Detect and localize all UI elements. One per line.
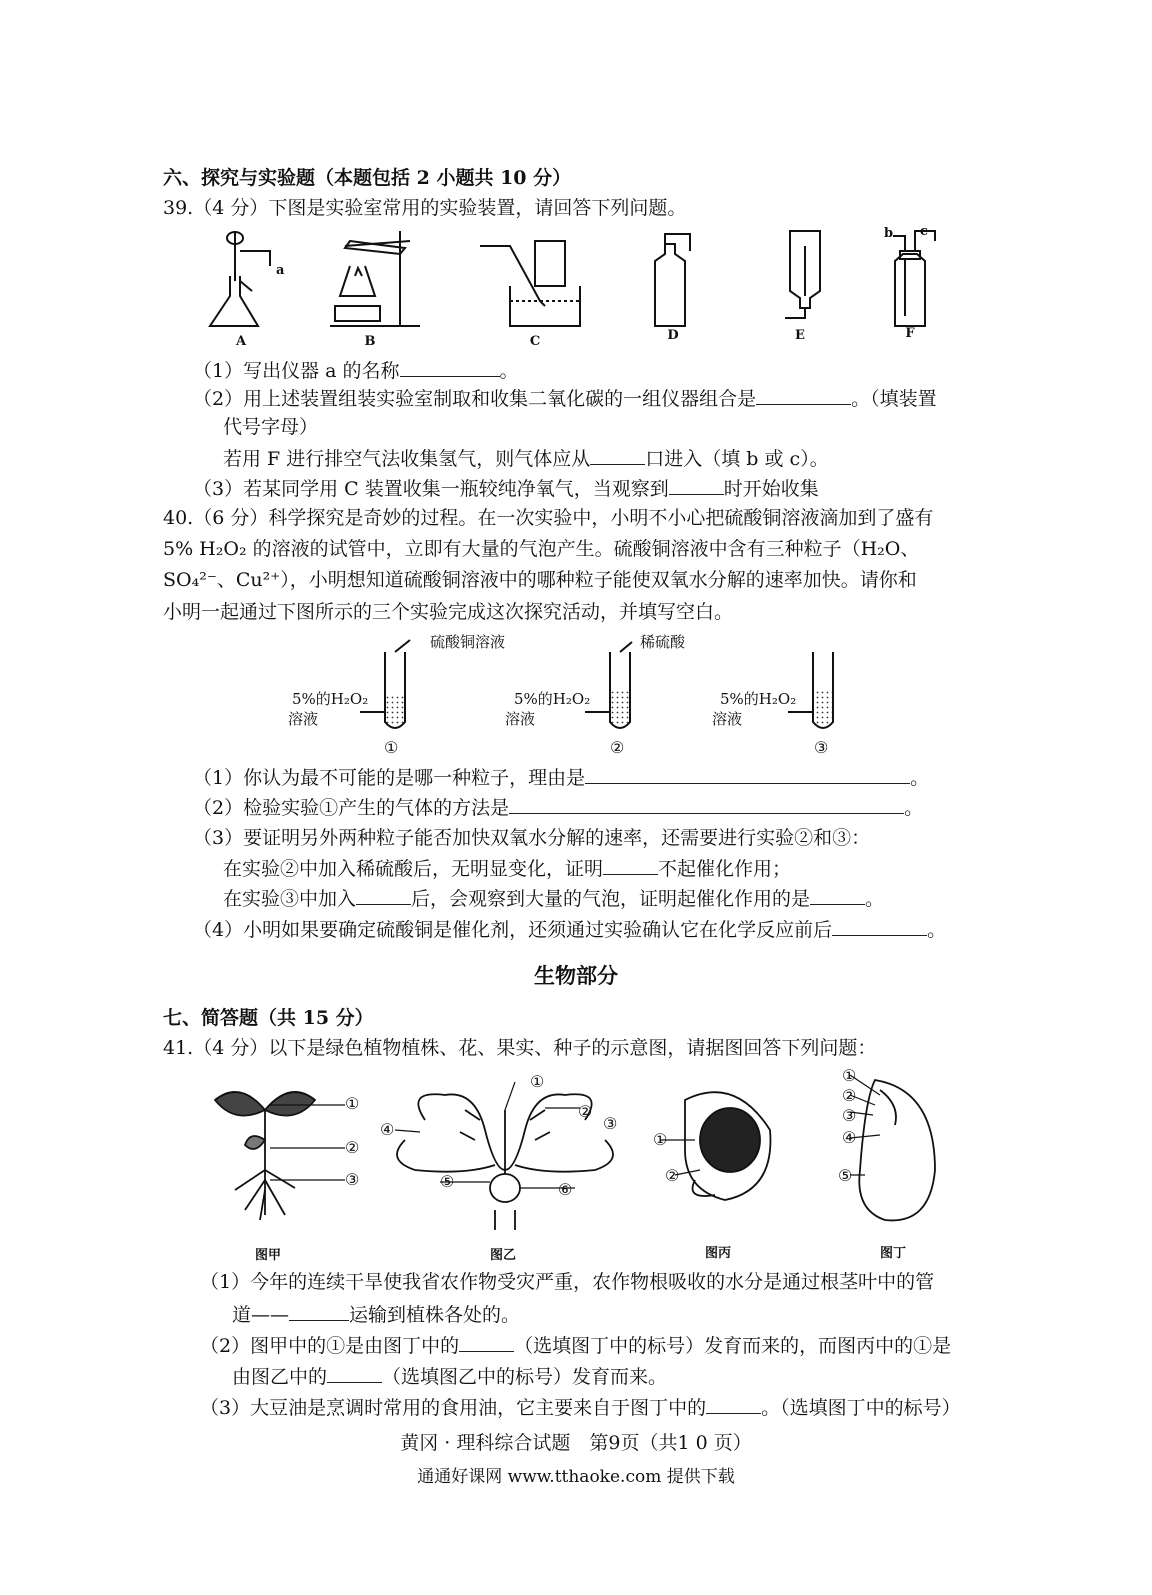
fig3-label-2: ② xyxy=(665,1166,680,1185)
page-footer: 黄冈 · 理科综合试题 第9页（共1 0 页） xyxy=(400,1432,752,1454)
fig2-label-5: ⑤ xyxy=(440,1172,455,1191)
fig4-label-5: ⑤ xyxy=(838,1166,853,1185)
fig2-caption: 图乙 xyxy=(490,1248,517,1263)
q40-line4: 小明一起通过下图所示的三个实验完成这次探究活动，并填写空白。 xyxy=(163,601,734,623)
tube2-reagent-label: 稀硫酸 xyxy=(640,633,686,651)
port-c-label: c xyxy=(920,224,928,239)
q40-part3b: 在实验③中加入 后，会观察到大量的气泡，证明起催化作用的是 。 xyxy=(223,888,885,910)
fig4-label-1: ① xyxy=(842,1066,857,1085)
apparatus-f xyxy=(893,231,935,326)
tube3-h2o2-label: 5%的H₂O₂ xyxy=(720,690,797,708)
answer-blank[interactable] xyxy=(400,358,500,377)
apparatus-figure xyxy=(200,226,960,346)
apparatus-label-d: D xyxy=(667,328,679,343)
fig1-label-3: ③ xyxy=(345,1170,360,1189)
tube2-number: ② xyxy=(610,738,625,757)
answer-blank[interactable] xyxy=(509,795,904,814)
apparatus-label-f: F xyxy=(905,326,915,341)
section-title: 六、探究与实验题（本题包括 2 小题共 10 分） xyxy=(163,167,572,189)
section7-title: 七、简答题（共 15 分） xyxy=(163,1007,374,1029)
question-41-stem: 41.（4 分）以下是绿色植物植株、花、果实、种子的示意图，请据图回答下列问题： xyxy=(163,1037,877,1059)
seed-diagram xyxy=(850,1075,935,1220)
tube2-h2o2-label: 5%的H₂O₂ xyxy=(514,690,591,708)
apparatus-a xyxy=(210,231,270,326)
answer-blank[interactable] xyxy=(810,886,865,905)
q39-part1: （1）写出仪器 a 的名称 。 xyxy=(193,360,519,382)
apparatus-c xyxy=(480,241,580,326)
tube2-solution-label: 溶液 xyxy=(505,710,536,728)
answer-blank[interactable] xyxy=(669,476,724,495)
fig3-label-1: ① xyxy=(653,1130,668,1149)
answer-blank[interactable] xyxy=(356,886,411,905)
fig2-label-3: ③ xyxy=(603,1114,618,1133)
q39-part2-line2: 代号字母） xyxy=(223,416,319,438)
port-b-label: b xyxy=(884,226,894,241)
answer-blank[interactable] xyxy=(585,765,910,784)
q40-part2: （2）检验实验①产生的气体的方法是 。 xyxy=(193,797,924,819)
apparatus-e xyxy=(785,231,820,318)
fig3-caption: 图丙 xyxy=(705,1246,732,1261)
fig4-label-2: ② xyxy=(842,1086,857,1105)
fig1-label-2: ② xyxy=(345,1138,360,1157)
fig4-caption: 图丁 xyxy=(880,1246,907,1261)
q41-part1-line2: 道—— 运输到植株各处的。 xyxy=(232,1304,521,1326)
apparatus-label-c: C xyxy=(529,334,541,349)
answer-blank[interactable] xyxy=(590,446,645,465)
biology-heading: 生物部分 xyxy=(534,963,618,988)
instrument-a-label: a xyxy=(276,263,285,278)
q40-part3: （3）要证明另外两种粒子能否加快双氧水分解的速率，还需要进行实验②和③： xyxy=(193,827,871,849)
apparatus-b xyxy=(330,231,420,326)
answer-blank[interactable] xyxy=(832,917,927,936)
fig4-label-4: ④ xyxy=(842,1128,857,1147)
apparatus-label-e: E xyxy=(795,328,805,343)
tube1-number: ① xyxy=(384,738,399,757)
fig1-caption: 图甲 xyxy=(255,1248,282,1263)
answer-blank[interactable] xyxy=(756,386,851,405)
fig2-label-6: ⑥ xyxy=(558,1180,573,1199)
tube3-solution-label: 溶液 xyxy=(712,710,743,728)
q41-part3: （3）大豆油是烹调时常用的食用油，它主要来自于图丁中的 。（选填图丁中的标号） xyxy=(200,1397,961,1419)
answer-blank[interactable] xyxy=(289,1302,349,1321)
apparatus-label-a: A xyxy=(235,334,247,349)
fig2-label-1: ① xyxy=(530,1072,545,1091)
apparatus-d xyxy=(655,234,690,326)
fig1-label-1: ① xyxy=(345,1094,360,1113)
q41-part1-line1: （1）今年的连续干旱使我省农作物受灾严重，农作物根吸收的水分是通过根茎叶中的管 xyxy=(200,1271,935,1293)
q40-line3: SO₄²⁻、Cu²⁺），小明想知道硫酸铜溶液中的哪种粒子能使双氧水分解的速率加快。请你和 xyxy=(163,569,917,591)
question-39-stem: 39.（4 分）下图是实验室常用的实验装置，请回答下列问题。 xyxy=(163,197,687,219)
q40-part1: （1）你认为最不可能的是哪一种粒子，理由是 。 xyxy=(193,767,930,789)
plant-seedling xyxy=(215,1092,345,1220)
q40-line1: 40.（6 分）科学探究是奇妙的过程。在一次实验中，小明不小心把硫酸铜溶液滴加到了盛有 xyxy=(163,507,934,529)
fig4-label-3: ③ xyxy=(842,1106,857,1125)
answer-blank[interactable] xyxy=(603,856,658,875)
tube1-h2o2-label: 5%的H₂O₂ xyxy=(292,690,369,708)
tube3-number: ③ xyxy=(814,738,829,757)
test-tube-1 xyxy=(360,640,410,728)
tube1-reagent-label: 硫酸铜溶液 xyxy=(430,633,506,651)
tube1-solution-label: 溶液 xyxy=(288,710,319,728)
test-tube-2 xyxy=(585,642,632,728)
answer-blank[interactable] xyxy=(459,1333,514,1352)
q39-part2-line3: 若用 F 进行排空气法收集氢气，则气体应从 口进入（填 b 或 c）。 xyxy=(223,448,829,470)
q39-part3: （3）若某同学用 C 装置收集一瓶较纯净氧气，当观察到 时开始收集 xyxy=(193,478,819,500)
answer-blank[interactable] xyxy=(327,1364,382,1383)
apparatus-label-b: B xyxy=(364,334,376,349)
q40-part3a: 在实验②中加入稀硫酸后，无明显变化，证明 不起催化作用； xyxy=(223,858,792,880)
fig2-label-4: ④ xyxy=(380,1120,395,1139)
q41-part2-line2: 由图乙中的 （选填图乙中的标号）发育而来。 xyxy=(232,1366,668,1388)
answer-blank[interactable] xyxy=(706,1395,761,1414)
q40-line2: 5% H₂O₂ 的溶液的试管中，立即有大量的气泡产生。硫酸铜溶液中含有三种粒子（H₂O、 xyxy=(163,538,920,560)
q39-part2: （2）用上述装置组装实验室制取和收集二氧化碳的一组仪器组合是 。（填装置 xyxy=(193,388,937,410)
fig2-label-2: ② xyxy=(578,1102,593,1121)
source-footer: 通通好课网 www.tthaoke.com 提供下载 xyxy=(417,1467,735,1487)
q41-part2-line1: （2）图甲中的①是由图丁中的 （选填图丁中的标号）发育而来的，而图丙中的①是 xyxy=(200,1335,952,1357)
q40-part4: （4）小明如果要确定硫酸铜是催化剂，还须通过实验确认它在化学反应前后 。 xyxy=(193,919,947,941)
